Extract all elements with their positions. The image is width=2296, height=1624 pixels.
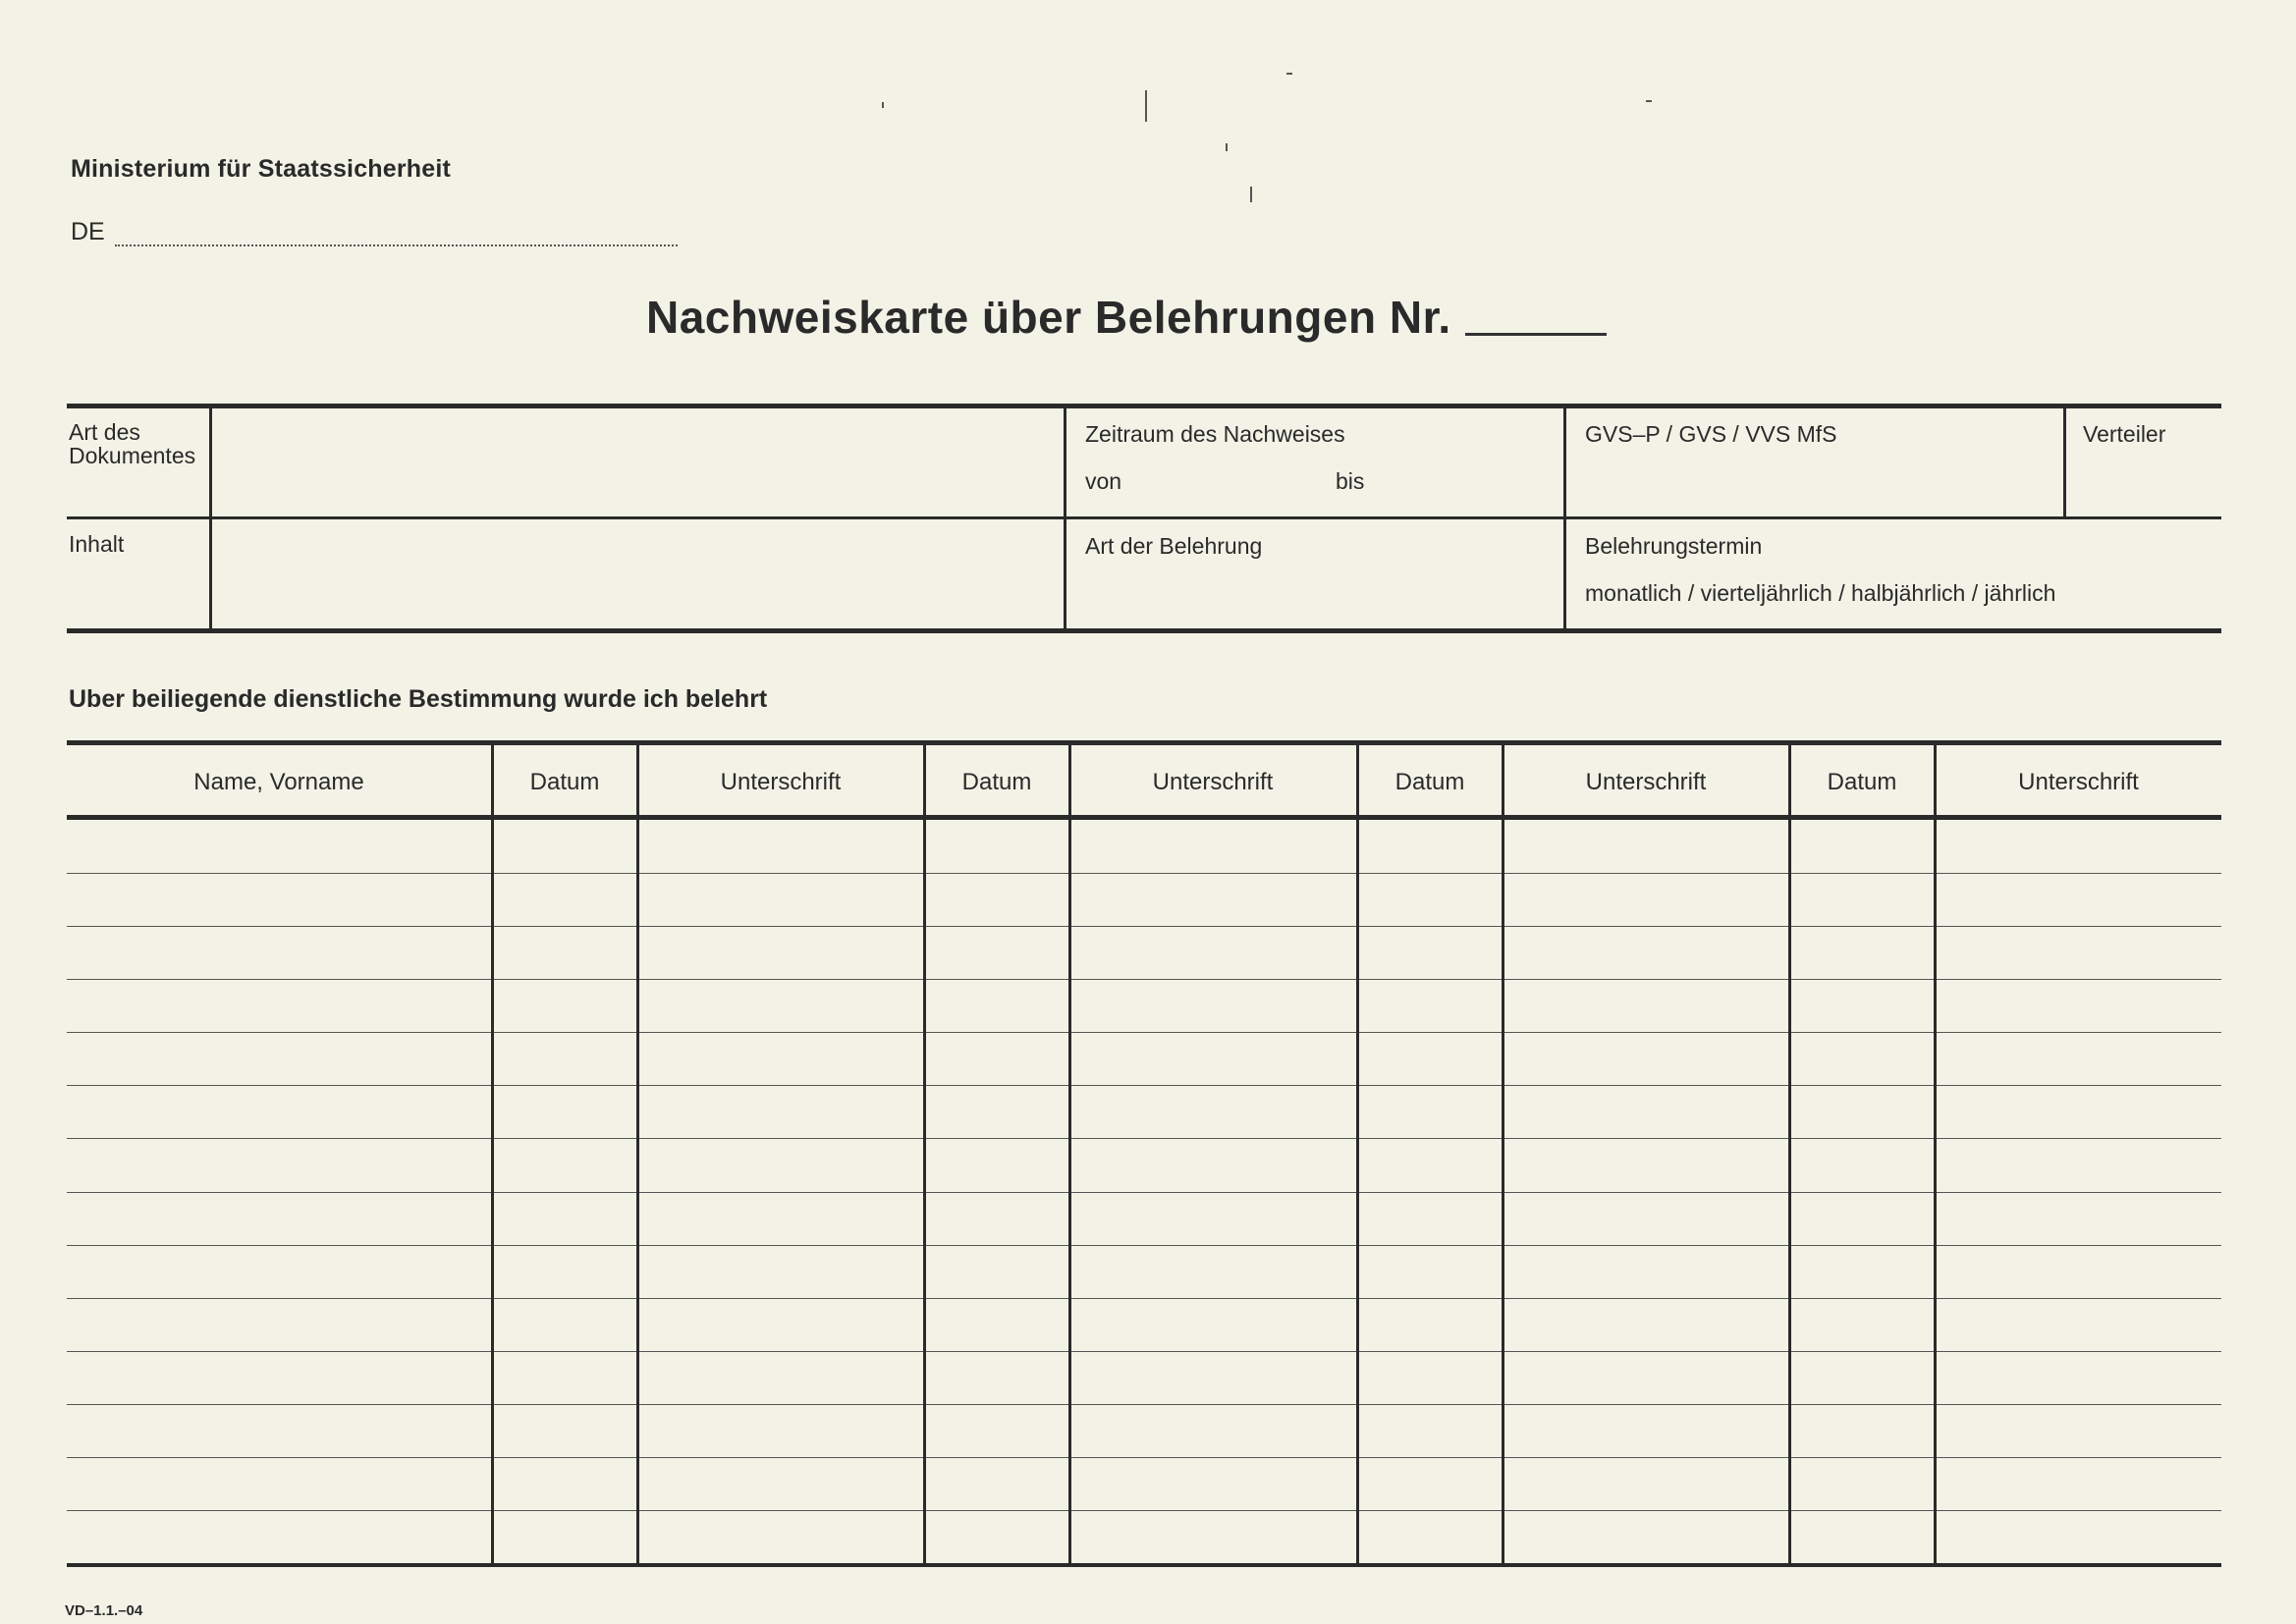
paper-mark (1226, 143, 1228, 151)
table-row-line (67, 1085, 2221, 1086)
sign-table-header-border (67, 815, 2221, 820)
table-column-line (636, 743, 639, 1566)
paper-mark (1646, 100, 1652, 102)
header-datum-4: Datum (1827, 769, 1897, 795)
table-column-line (923, 743, 926, 1566)
label-zeitraum: Zeitraum des Nachweises (1085, 421, 1345, 447)
info-table-mid-border (67, 516, 2221, 519)
label-verteiler: Verteiler (2083, 421, 2166, 447)
table-row-line (67, 1510, 2221, 1511)
header-name: Name, Vorname (193, 769, 364, 795)
label-frequenz: monatlich / vierteljährlich / halbjährlich / jährlich (1585, 580, 2056, 606)
title-text: Nachweiskarte über Belehrungen Nr. (646, 292, 1451, 343)
info-table-top-border (67, 404, 2221, 408)
table-column-line (1068, 743, 1071, 1566)
table-column-line (491, 743, 494, 1566)
form-title (646, 291, 1607, 344)
statement-text: Uber beiliegende dienstliche Bestimmung wurde ich belehrt (69, 685, 768, 713)
header-datum-1: Datum (529, 769, 600, 795)
info-table-bottom-border (67, 628, 2221, 633)
table-row-line (67, 1404, 2221, 1405)
paper-mark (1250, 187, 1252, 202)
ministry-name: Ministerium für Staatssicherheit (71, 155, 452, 183)
de-label: DE (71, 218, 105, 245)
paper-mark (1145, 90, 1147, 122)
title-number-line (1465, 323, 1607, 336)
table-row-line (67, 1032, 2221, 1033)
header-datum-2: Datum (961, 769, 1032, 795)
table-column-line (1502, 743, 1504, 1566)
table-row-line (67, 926, 2221, 927)
label-von: von (1085, 468, 1122, 494)
header-datum-3: Datum (1394, 769, 1465, 795)
label-art-des-dokumentes: Art des Dokumentes (69, 419, 196, 468)
table-row-line (67, 1138, 2221, 1139)
table-row-line (67, 1245, 2221, 1246)
label-art-der-belehrung: Art der Belehrung (1085, 533, 1263, 559)
label-gvs: GVS–P / GVS / VVS MfS (1585, 421, 1837, 447)
header-unterschrift-1: Unterschrift (720, 769, 842, 795)
table-row-line (67, 1351, 2221, 1352)
label-belehrungstermin: Belehrungstermin (1585, 533, 1763, 559)
form-code: VD–1.1.–04 (65, 1602, 143, 1619)
table-column-line (1788, 743, 1791, 1566)
table-row-line (67, 873, 2221, 874)
header-unterschrift-3: Unterschrift (1585, 769, 1707, 795)
table-column-line (1356, 743, 1359, 1566)
sign-table-bottom-border (67, 1563, 2221, 1567)
table-row-line (67, 1192, 2221, 1193)
table-row-line (67, 1457, 2221, 1458)
info-divider (209, 406, 212, 630)
table-column-line (1934, 743, 1937, 1566)
label-inhalt: Inhalt (69, 531, 125, 557)
header-unterschrift-4: Unterschrift (2018, 769, 2139, 795)
sign-table-top-border (67, 740, 2221, 745)
header-unterschrift-2: Unterschrift (1152, 769, 1274, 795)
de-field (71, 218, 678, 246)
info-divider (1064, 406, 1066, 630)
info-divider (2063, 406, 2066, 516)
table-row-line (67, 1298, 2221, 1299)
info-divider (1563, 406, 1566, 630)
paper-mark (882, 102, 884, 108)
de-dotted-line (115, 225, 678, 246)
paper-mark (1286, 73, 1292, 75)
label-bis: bis (1336, 468, 1365, 494)
table-row-line (67, 979, 2221, 980)
